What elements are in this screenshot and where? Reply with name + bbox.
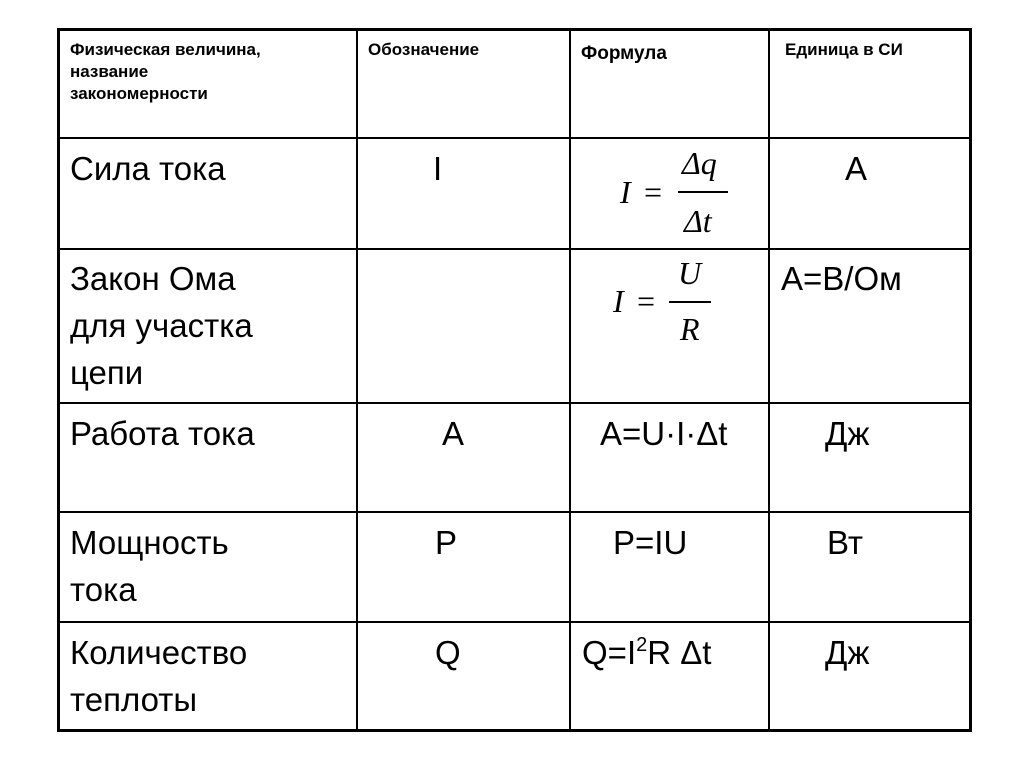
row-ohm-unit: А=В/Ом bbox=[781, 260, 902, 297]
row-divider bbox=[57, 511, 972, 513]
header-formula: Формула bbox=[581, 43, 667, 64]
column-divider bbox=[356, 28, 358, 732]
row-heat-symbol: Q bbox=[435, 634, 461, 671]
column-divider bbox=[569, 28, 571, 732]
header-si-unit: Единица в СИ bbox=[785, 40, 903, 59]
row-work-name: Работа тока bbox=[70, 415, 255, 452]
row-heat-formula bbox=[582, 630, 711, 677]
formula-lhs: I bbox=[620, 174, 631, 210]
row-current-unit: А bbox=[845, 150, 868, 187]
row-ohm-formula bbox=[613, 255, 723, 354]
formula-part: R Δt bbox=[647, 634, 712, 671]
row-divider bbox=[57, 402, 972, 404]
row-ohm-name: Закон Ома для участка цепи bbox=[70, 260, 253, 391]
row-divider bbox=[57, 137, 972, 139]
formula-numerator: Δq bbox=[682, 145, 717, 181]
formula-equals: = bbox=[644, 174, 663, 210]
row-current-formula bbox=[620, 147, 740, 242]
column-divider bbox=[768, 28, 770, 732]
formula-denominator: Δt bbox=[684, 203, 712, 239]
formula-denominator: R bbox=[680, 311, 700, 347]
row-divider bbox=[57, 621, 972, 623]
row-work-unit: Дж bbox=[825, 415, 870, 452]
row-current-symbol: I bbox=[433, 150, 443, 187]
row-power-unit: Вт bbox=[827, 524, 864, 561]
row-work-symbol: А bbox=[442, 415, 465, 452]
row-divider bbox=[57, 248, 972, 250]
row-power-symbol: P bbox=[435, 524, 458, 561]
row-power-name: Мощность тока bbox=[70, 524, 229, 608]
row-power-formula: P=IU bbox=[613, 524, 688, 561]
formula-numerator: U bbox=[678, 255, 702, 291]
row-heat-name: Количество теплоты bbox=[70, 634, 248, 718]
formula-lhs: I bbox=[613, 283, 624, 319]
formula-equals: = bbox=[637, 283, 656, 319]
row-work-formula: А=U·I·Δt bbox=[600, 415, 728, 452]
formula-exponent: 2 bbox=[636, 634, 648, 656]
header-designation: Обозначение bbox=[368, 40, 480, 59]
row-current-name: Сила тока bbox=[70, 150, 226, 187]
fraction-bar bbox=[669, 301, 711, 303]
formula-part: Q=I bbox=[582, 634, 637, 671]
row-heat-unit: Дж bbox=[825, 634, 870, 671]
header-physical-quantity: Физическая величина, название закономерности bbox=[70, 40, 261, 104]
fraction-bar bbox=[678, 191, 728, 193]
